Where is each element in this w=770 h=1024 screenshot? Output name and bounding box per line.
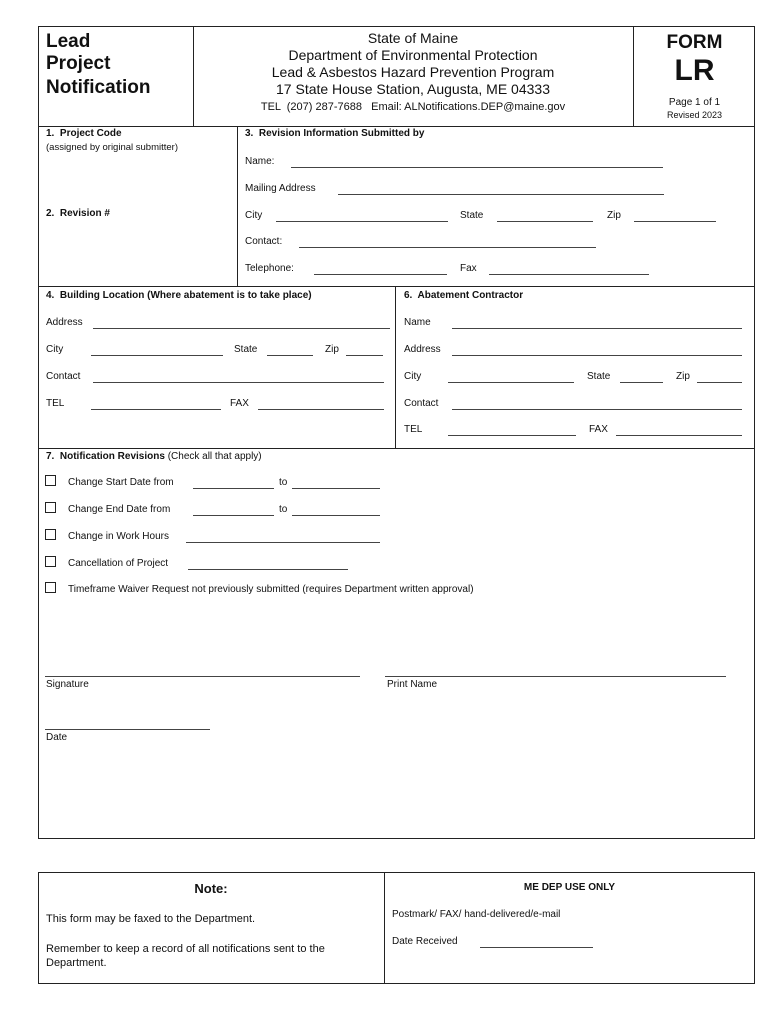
print-name-label: Print Name — [387, 679, 438, 690]
end-date-checkbox[interactable] — [45, 502, 56, 513]
form-title-project: Project — [46, 53, 111, 74]
work-hours-field[interactable] — [186, 542, 380, 543]
building-location-title: 4. Building Location (Where abatement is to take place) — [46, 290, 312, 301]
project-code-note: (assigned by original submitter) — [46, 142, 179, 153]
building-contact-field[interactable] — [93, 382, 384, 383]
end-date-from-field[interactable] — [193, 515, 274, 516]
contractor-state-label: State — [587, 371, 611, 382]
start-date-checkbox[interactable] — [45, 475, 56, 486]
submitter-mailing-field[interactable] — [338, 194, 664, 195]
work-hours-checkbox[interactable] — [45, 529, 56, 540]
building-address-field[interactable] — [93, 328, 390, 329]
contractor-tel-label: TEL — [404, 424, 423, 435]
section-1-3-divider — [237, 126, 238, 286]
dep-use-methods: Postmark/ FAX/ hand-delivered/e-mail — [392, 909, 561, 920]
note-title: Note: — [194, 881, 228, 896]
submitter-state-field[interactable] — [497, 221, 593, 222]
contractor-contact-field[interactable] — [452, 409, 742, 410]
signature-label: Signature — [46, 679, 89, 690]
section-4-6-divider — [395, 286, 396, 448]
form-code: LR — [674, 54, 715, 87]
dep-use-title: ME DEP USE ONLY — [523, 882, 616, 893]
date-received-field[interactable] — [480, 947, 593, 948]
building-tel-label: TEL — [46, 398, 65, 409]
submitter-contact-field[interactable] — [299, 247, 596, 248]
contractor-zip-label: Zip — [676, 371, 690, 382]
agency-state: State of Maine — [367, 30, 459, 46]
building-address-label: Address — [46, 317, 83, 328]
form-title-notification: Notification — [46, 77, 151, 98]
contractor-fax-field[interactable] — [616, 435, 742, 436]
header-divider-left — [193, 26, 194, 126]
submitter-state-label: State — [460, 210, 484, 221]
contractor-name-label: Name — [404, 317, 431, 328]
note-record-text-2: Department. — [46, 957, 107, 969]
agency-department: Department of Environmental Protection — [288, 47, 538, 63]
submitter-city-label: City — [245, 210, 263, 221]
revised-date: Revised 2023 — [666, 110, 723, 120]
building-state-field[interactable] — [267, 355, 313, 356]
end-date-to-field[interactable] — [292, 515, 380, 516]
end-date-label: Change End Date from — [68, 504, 171, 515]
section-6-bottom-line — [38, 448, 755, 449]
submitter-name-label: Name: — [245, 156, 275, 167]
date-field[interactable] — [45, 729, 210, 730]
contractor-name-field[interactable] — [452, 328, 742, 329]
start-date-from-field[interactable] — [193, 488, 274, 489]
building-fax-label: FAX — [230, 398, 249, 409]
contractor-address-field[interactable] — [452, 355, 742, 356]
end-date-to-label: to — [279, 504, 288, 515]
date-received-label: Date Received — [392, 936, 458, 947]
revision-number-label: 2. Revision # — [46, 208, 110, 219]
submitter-fax-field[interactable] — [489, 274, 649, 275]
contractor-contact-label: Contact — [404, 398, 439, 409]
agency-block — [195, 30, 631, 114]
submitter-fax-label: Fax — [460, 263, 477, 274]
submitter-mailing-label: Mailing Address — [245, 183, 316, 194]
cancellation-field[interactable] — [188, 569, 348, 570]
contractor-zip-field[interactable] — [697, 382, 742, 383]
building-zip-field[interactable] — [346, 355, 383, 356]
cancellation-label: Cancellation of Project — [68, 558, 169, 569]
contractor-city-label: City — [404, 371, 422, 382]
start-date-to-field[interactable] — [292, 488, 380, 489]
submitter-city-field[interactable] — [276, 221, 448, 222]
notification-revisions-title-bold: 7. Notification Revisions — [46, 451, 165, 462]
contractor-city-field[interactable] — [448, 382, 574, 383]
print-name-field[interactable] — [385, 676, 726, 677]
building-city-label: City — [46, 344, 64, 355]
contractor-tel-field[interactable] — [448, 435, 576, 436]
notification-revisions-title — [46, 452, 262, 462]
note-record-text-1: Remember to keep a record of all notifications sent to the — [46, 943, 325, 955]
date-label: Date — [46, 732, 68, 743]
work-hours-label: Change in Work Hours — [68, 531, 169, 542]
waiver-label: Timeframe Waiver Request not previously submitted (requires Department written approval) — [68, 584, 474, 595]
building-contact-label: Contact — [46, 371, 81, 382]
section-3-bottom-line — [38, 286, 755, 287]
cancellation-checkbox[interactable] — [45, 556, 56, 567]
signature-field[interactable] — [45, 676, 360, 677]
revision-info-title: 3. Revision Information Submitted by — [245, 128, 425, 139]
notification-revisions-title-note: (Check all that apply) — [164, 451, 262, 462]
building-fax-field[interactable] — [258, 409, 384, 410]
contractor-fax-label: FAX — [589, 424, 608, 435]
agency-address: 17 State House Station, Augusta, ME 04333 — [276, 81, 550, 97]
project-code-label: 1. Project Code — [46, 128, 122, 139]
start-date-label: Change Start Date from — [68, 477, 174, 488]
contractor-state-field[interactable] — [620, 382, 663, 383]
abatement-contractor-title: 6. Abatement Contractor — [404, 290, 524, 301]
submitter-contact-label: Contact: — [245, 236, 283, 247]
submitter-zip-label: Zip — [607, 210, 621, 221]
submitter-telephone-label: Telephone: — [245, 263, 294, 274]
waiver-checkbox[interactable] — [45, 582, 56, 593]
agency-program: Lead & Asbestos Hazard Prevention Program — [271, 64, 555, 80]
submitter-name-field[interactable] — [291, 167, 663, 168]
submitter-telephone-field[interactable] — [314, 274, 447, 275]
building-city-field[interactable] — [91, 355, 223, 356]
page-number: Page 1 of 1 — [668, 97, 721, 108]
building-zip-label: Zip — [325, 344, 339, 355]
building-state-label: State — [234, 344, 258, 355]
submitter-zip-field[interactable] — [634, 221, 716, 222]
agency-contact: TEL (207) 287-7688 Email: ALNotifications.DEP@maine.gov — [260, 101, 566, 113]
start-date-to-label: to — [279, 477, 288, 488]
header-bottom-line — [38, 126, 755, 127]
form-title-lead: Lead — [46, 31, 91, 52]
building-tel-field[interactable] — [91, 409, 221, 410]
contractor-address-label: Address — [404, 344, 441, 355]
note-fax-text: This form may be faxed to the Department. — [46, 913, 256, 925]
form-label: FORM — [666, 32, 723, 53]
